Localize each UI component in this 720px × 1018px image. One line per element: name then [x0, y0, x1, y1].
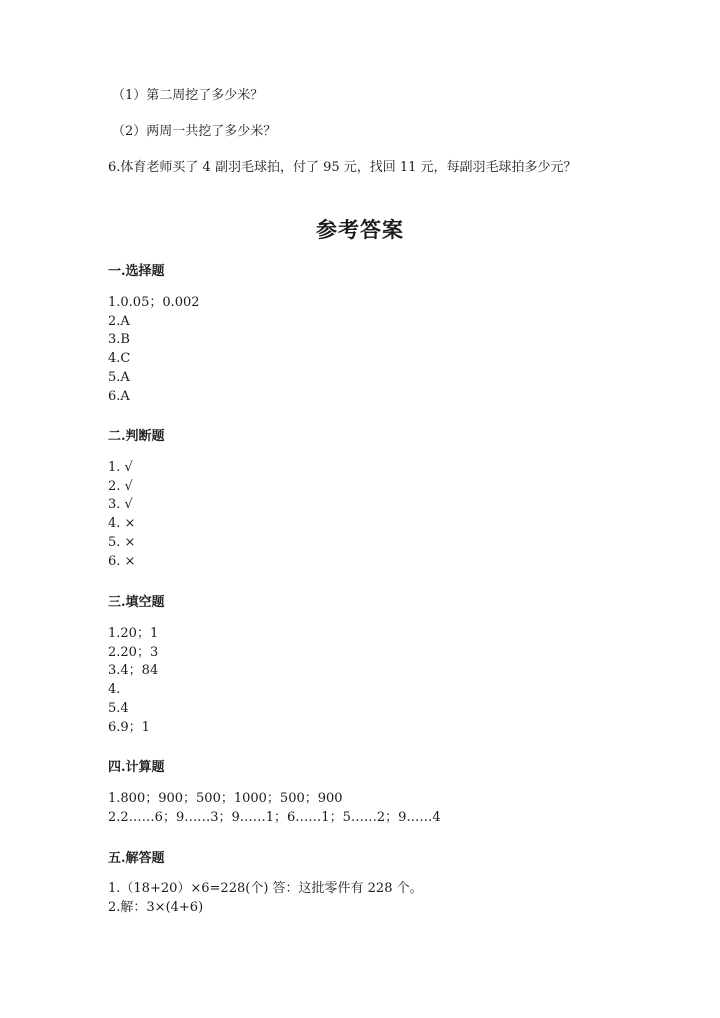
list-item: 5. × [108, 534, 136, 550]
list-item: 5.A [108, 369, 130, 385]
section-heading-choice: 一.选择题 [108, 264, 165, 279]
list-item: 3.4；84 [108, 663, 159, 679]
list-item: 2.解：3×(4+6) [108, 899, 204, 915]
list-item: 1.（18+20）×6=228(个) 答：这批零件有 228 个。 [108, 881, 423, 896]
answer-list-calculation [108, 790, 441, 827]
list-item: 1.0.05；0.002 [108, 295, 200, 310]
answer-list-choice [108, 294, 200, 406]
answer-list-fill-blank [108, 625, 158, 737]
list-item: 1.800；900；500；1000；500；900 [108, 791, 343, 806]
answer-key-title: 参考答案 [316, 217, 404, 242]
list-item: 4.C [108, 351, 131, 367]
list-item: 4. × [108, 516, 136, 532]
list-item: 1.20；1 [108, 626, 159, 641]
question-5-sub-2: （2）两周一共挖了多少米？ [112, 124, 277, 139]
section-heading-solution: 五.解答题 [108, 851, 165, 866]
list-item: 1. √ [108, 460, 133, 475]
list-item: 2. √ [108, 478, 133, 494]
list-item: 2.20；3 [108, 644, 159, 660]
answer-list-solution [108, 880, 423, 917]
list-item: 3. √ [108, 497, 133, 513]
list-item: 6.9；1 [108, 719, 150, 735]
list-item: 6.A [108, 388, 130, 404]
list-item: 3.B [108, 332, 130, 348]
list-item: 2.A [108, 313, 130, 329]
question-5-sub-1: （1）第二周挖了多少米？ [112, 88, 264, 103]
list-item: 4. [108, 682, 121, 698]
answer-list-judgement [108, 459, 135, 571]
list-item: 6. × [108, 553, 136, 569]
list-item: 2.2……6；9……3；9……1；6……1；5……2；9……4 [108, 809, 441, 825]
question-6: 6.体育老师买了 4 副羽毛球拍，付了 95 元，找回 11 元，每副羽毛球拍多少元？ [108, 160, 577, 175]
section-heading-calculation: 四.计算题 [108, 760, 165, 775]
section-heading-fill-blank: 三.填空题 [108, 595, 165, 610]
section-heading-judgement: 二.判断题 [108, 429, 165, 444]
list-item: 5.4 [108, 700, 129, 716]
